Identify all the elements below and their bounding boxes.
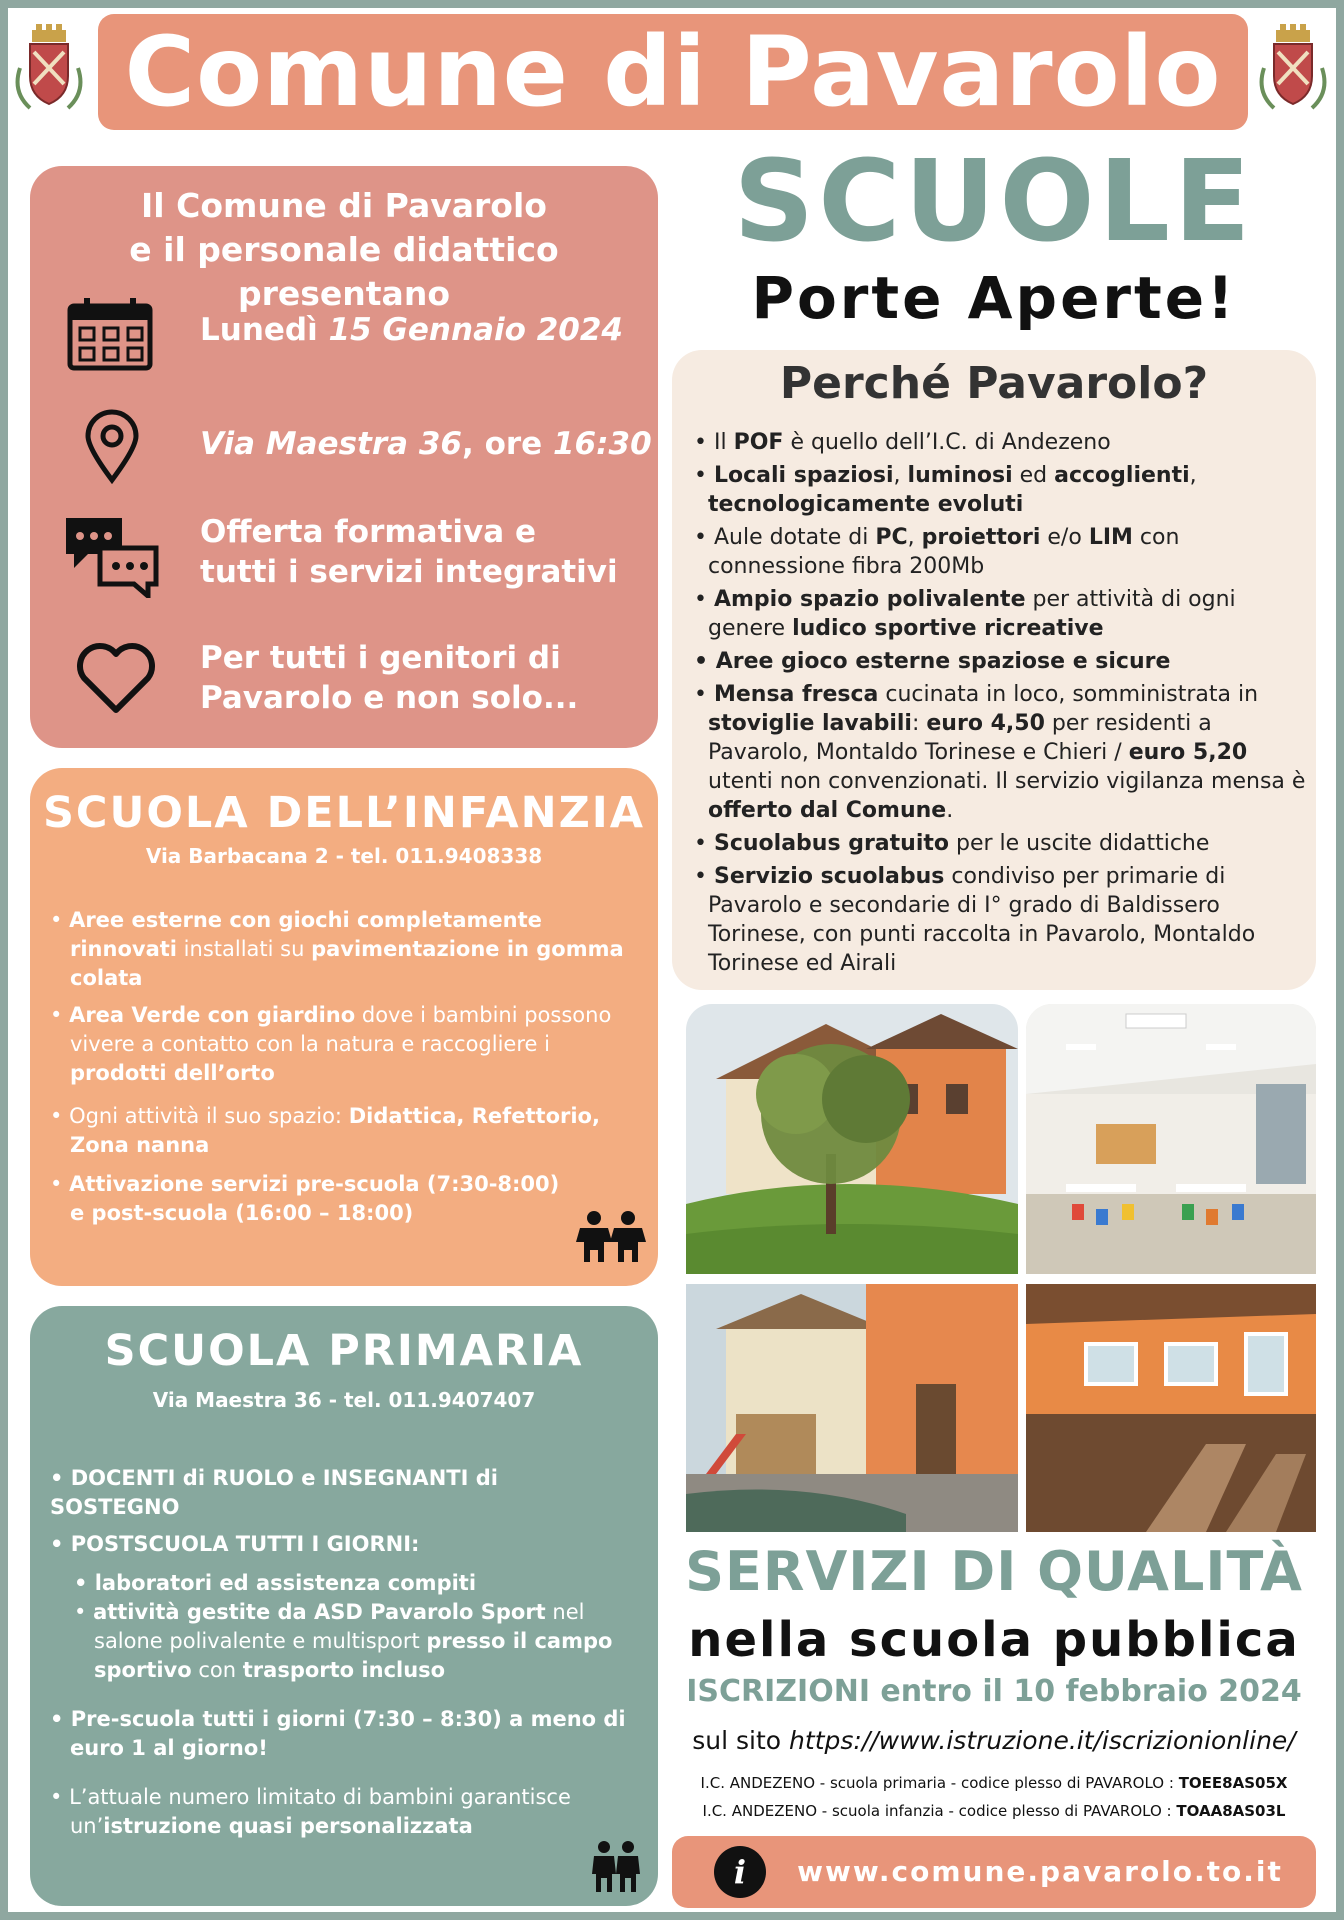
offer-line-2: tutti i servizi integrativi: [200, 554, 618, 590]
list-item: • attività gestite da ASD Pavarolo Sport nel salone polivalente e multisport presso il campo sportivo con trasporto incluso: [74, 1600, 613, 1682]
list-item: • DOCENTI di RUOLO e INSEGNANTI di SOSTEGNO: [50, 1466, 498, 1519]
primaria-title: SCUOLA PRIMARIA: [104, 1326, 584, 1376]
children-icon: [590, 1840, 642, 1894]
children-icon: [574, 1210, 648, 1264]
list-item: • Locali spaziosi, luminosi ed accoglienti, tecnologicamente evoluti: [694, 463, 1197, 517]
chat-bubbles-icon: [62, 514, 160, 598]
codice-primaria: I.C. ANDEZENO - scuola primaria - codice plesso di PAVAROLO : TOEE8AS05X: [700, 1774, 1288, 1792]
playground-photo: [686, 1284, 1018, 1532]
list-item: • Aree esterne con giochi completamente rinnovati installati su pavimentazione in gomma colata: [50, 908, 624, 990]
site-prefix: sul sito: [692, 1726, 782, 1755]
date-prefix: Lunedì: [200, 312, 318, 348]
list-item: • POSTSCUOLA TUTTI I GIORNI:: [50, 1532, 420, 1556]
porte-aperte-heading: Porte Aperte!: [751, 264, 1237, 332]
codice-infanzia: I.C. ANDEZENO - scuola infanzia - codice plesso di PAVAROLO : TOAA8AS03L: [702, 1802, 1286, 1820]
heart-icon: [74, 640, 158, 716]
intro-line-1: Il Comune di Pavarolo: [141, 186, 547, 225]
list-item: • Pre-scuola tutti i giorni (7:30 – 8:30) a meno di euro 1 al giorno!: [50, 1707, 626, 1760]
enrollment-site: [672, 1726, 1316, 1755]
time-value: 16:30: [552, 426, 652, 462]
list-item: • Mensa fresca cucinata in loco, somministrata in stoviglie lavabili: euro 4,50 per residenti a Pavarolo, Montaldo Torinese e Chieri / euro 5,20 utenti non convenzionati. Il servizio vigilanza mensa è offerto dal Comune.: [694, 682, 1306, 823]
refectory-photo: [1026, 1004, 1316, 1274]
servizi-heading: SERVIZI DI QUALITÀ: [685, 1540, 1303, 1603]
list-item: • Ampio spazio polivalente per attività di ogni genere ludico sportive ricreative: [694, 587, 1236, 641]
list-item: • Servizio scuolabus condiviso per primarie di Pavarolo e secondarie di I° grado di Baldissero Torinese, con punti raccolta in Pavarolo, Montaldo Torinese ed Airali: [694, 864, 1256, 976]
event-location: [200, 424, 652, 464]
crest-icon: [10, 22, 88, 118]
calendar-icon: [66, 296, 156, 372]
list-item: • Attivazione servizi pre-scuola (7:30-8:00) e post-scuola (16:00 – 18:00): [50, 1172, 560, 1225]
list-item: • Aule dotate di PC, proiettori e/o LIM con connessione fibra 200Mb: [694, 525, 1180, 579]
infanzia-subtitle: Via Barbacana 2 - tel. 011.9408338: [145, 844, 543, 868]
perche-list: [688, 428, 1316, 978]
list-item: • Ogni attività il suo spazio: Didattica, Refettorio, Zona nanna: [50, 1104, 600, 1157]
list-item: • Area Verde con giardino dove i bambini possono vivere a contatto con la natura e raccogliere i prodotti dell’orto: [50, 1003, 612, 1085]
website-link[interactable]: www.comune.pavarolo.to.it: [797, 1855, 1283, 1888]
scuola-pubblica-heading: nella scuola pubblica: [688, 1612, 1300, 1668]
site-url-link[interactable]: https://www.istruzione.it/iscrizionionline/: [789, 1726, 1296, 1755]
offer-line-1: Offerta formativa e: [200, 514, 536, 550]
primaria-list: [50, 1464, 630, 1841]
date-value: 15 Gennaio 2024: [328, 312, 623, 348]
perche-heading: Perché Pavarolo?: [779, 358, 1209, 409]
crest-icon: [1254, 22, 1332, 118]
infanzia-title: SCUOLA DELL’INFANZIA: [42, 788, 646, 838]
event-audience: [200, 638, 578, 718]
info-icon: i: [714, 1846, 766, 1898]
location-pin-icon: [82, 408, 142, 484]
audience-line-1: Per tutti i genitori di: [200, 640, 561, 676]
list-item: • Aree gioco esterne spaziose e sicure: [694, 649, 1171, 674]
infanzia-list: [50, 906, 630, 1228]
list-item: • laboratori ed assistenza compiti: [74, 1571, 477, 1595]
event-offer: [200, 512, 618, 592]
header-title: Comune di Pavarolo: [124, 16, 1222, 128]
time-prefix: , ore: [462, 426, 543, 462]
garden-photo: [686, 1004, 1018, 1274]
scuole-heading: SCUOLE: [733, 137, 1255, 267]
iscrizioni-deadline: ISCRIZIONI entro il 10 febbraio 2024: [686, 1674, 1302, 1709]
list-item: • Scuolabus gratuito per le uscite didattiche: [694, 831, 1210, 856]
event-date: [200, 310, 623, 350]
list-item: • L’attuale numero limitato di bambini garantisce un’istruzione quasi personalizzata: [50, 1785, 571, 1838]
primaria-subtitle: Via Maestra 36 - tel. 011.9407407: [152, 1388, 536, 1412]
address-value: Via Maestra 36: [200, 426, 462, 462]
hall-photo: [1026, 1284, 1316, 1532]
intro-line-2: e il personale didattico presentano: [129, 230, 559, 313]
audience-line-2: Pavarolo e non solo...: [200, 680, 579, 716]
list-item: • Il POF è quello dell’I.C. di Andezeno: [694, 430, 1111, 455]
